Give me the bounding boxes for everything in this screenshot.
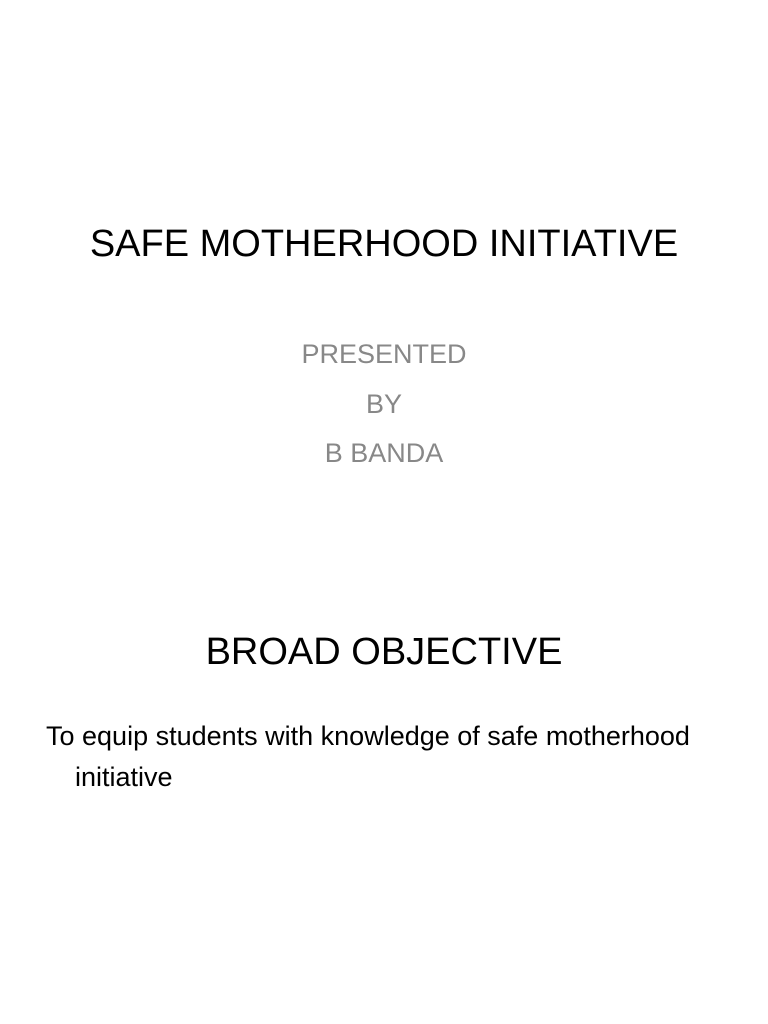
subtitle-line-presenter: B BANDA (324, 438, 444, 468)
objective-body: To equip students with knowledge of safe motherhood initiative (46, 721, 690, 792)
subtitle-line-presented: PRESENTED (301, 339, 467, 369)
slide-title: SAFE MOTHERHOOD INITIATIVE (89, 223, 679, 265)
objective-title: BROAD OBJECTIVE (205, 631, 563, 673)
objective-slide (0, 512, 768, 1024)
subtitle-line-by: BY (365, 388, 403, 419)
slide-subtitle (0, 330, 768, 479)
